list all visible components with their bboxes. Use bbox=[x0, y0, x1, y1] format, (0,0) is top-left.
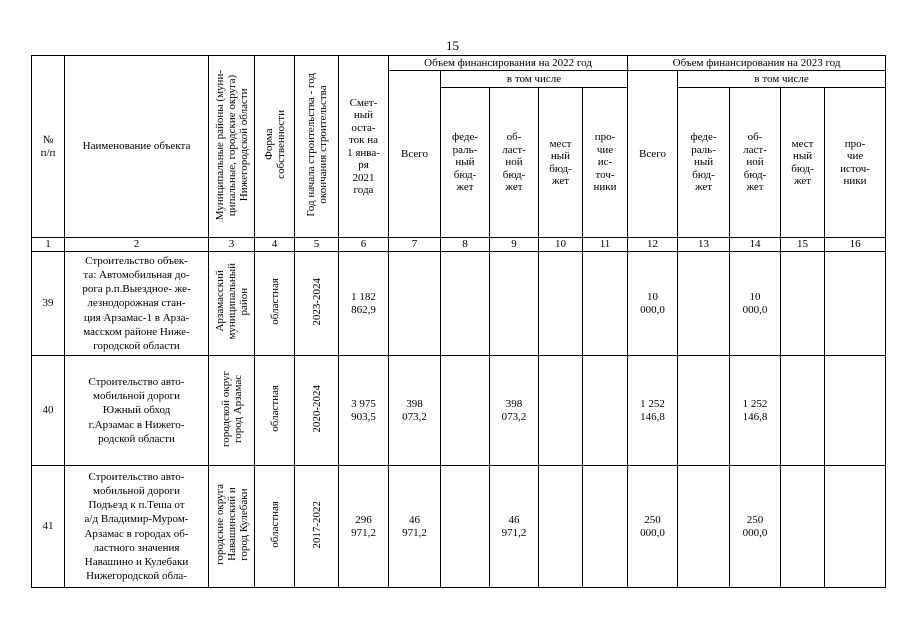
regional-2022-cell: 398 073,2 bbox=[490, 356, 539, 466]
table-row bbox=[32, 356, 886, 466]
header-local-2023: мест ный бюд- жет bbox=[781, 88, 825, 238]
col-number: 16 bbox=[825, 238, 886, 252]
header-federal-2022: феде- раль- ный бюд- жет bbox=[441, 88, 490, 238]
header-regional-2022: об- ласт- ной бюд- жет bbox=[490, 88, 539, 238]
remaining-cell: 296 971,2 bbox=[339, 466, 389, 588]
regional-2023-cell: 250 000,0 bbox=[730, 466, 781, 588]
regional-2022-cell bbox=[490, 252, 539, 356]
regional-2023-cell: 10 000,0 bbox=[730, 252, 781, 356]
ownership-cell: областная bbox=[255, 252, 295, 356]
col-number: 3 bbox=[209, 238, 255, 252]
local-2023-cell bbox=[781, 356, 825, 466]
col-number: 9 bbox=[490, 238, 539, 252]
ownership-cell: областная bbox=[255, 466, 295, 588]
regional-2022-cell: 46 971,2 bbox=[490, 466, 539, 588]
total-2022-cell: 398 073,2 bbox=[389, 356, 441, 466]
object-name: Строительство объек- та: Автомобильная до- рога р.п.Выездное- же- лезнодорожная стан- ция Арзамас-1 в Арза- масском районе Ниже- городской области bbox=[65, 252, 209, 356]
col-number: 6 bbox=[339, 238, 389, 252]
row-num: 41 bbox=[32, 466, 65, 588]
col-number: 4 bbox=[255, 238, 295, 252]
years-cell: 2023-2024 bbox=[295, 252, 339, 356]
header-other-2022: про- чие ис- точ- ники bbox=[583, 88, 628, 238]
header-local-2022: мест ный бюд- жет bbox=[539, 88, 583, 238]
column-number-row bbox=[32, 238, 886, 252]
header-including-2022: в том числе bbox=[441, 71, 628, 88]
federal-2022-cell bbox=[441, 466, 490, 588]
header-num: № п/п bbox=[32, 56, 65, 238]
local-2022-cell bbox=[539, 252, 583, 356]
row-num: 39 bbox=[32, 252, 65, 356]
total-2023-cell: 1 252 146,8 bbox=[628, 356, 678, 466]
col-number: 14 bbox=[730, 238, 781, 252]
remaining-cell: 1 182 862,9 bbox=[339, 252, 389, 356]
header-total-2023: Всего bbox=[628, 71, 678, 238]
header-remaining: Смет- ный оста- ток на 1 янва- ря 2021 года bbox=[339, 56, 389, 238]
other-2022-cell bbox=[583, 252, 628, 356]
total-2023-cell: 10 000,0 bbox=[628, 252, 678, 356]
local-2023-cell bbox=[781, 252, 825, 356]
header-other-2023: про- чие источ- ники bbox=[825, 88, 886, 238]
col-number: 1 bbox=[32, 238, 65, 252]
federal-2023-cell bbox=[678, 466, 730, 588]
object-name: Строительство авто- мобильной дороги Подъезд к п.Теша от а/д Владимир-Муром- Арзамас в городах об- ластного значения Навашино и Кулебаки Нижегородской обла- bbox=[65, 466, 209, 588]
table-row bbox=[32, 252, 886, 356]
municipal-cell: городской округ город Арзамас bbox=[209, 356, 255, 466]
col-number: 5 bbox=[295, 238, 339, 252]
col-number: 8 bbox=[441, 238, 490, 252]
local-2023-cell bbox=[781, 466, 825, 588]
header-regional-2023: об- ласт- ной бюд- жет bbox=[730, 88, 781, 238]
col-number: 13 bbox=[678, 238, 730, 252]
col-number: 7 bbox=[389, 238, 441, 252]
other-2023-cell bbox=[825, 466, 886, 588]
total-2022-cell: 46 971,2 bbox=[389, 466, 441, 588]
other-2022-cell bbox=[583, 466, 628, 588]
col-number: 15 bbox=[781, 238, 825, 252]
header-years: Год начала строительства - год окончания строительства bbox=[295, 56, 339, 238]
header-fin-2022: Объем финансирования на 2022 год bbox=[389, 56, 628, 71]
local-2022-cell bbox=[539, 466, 583, 588]
col-number: 2 bbox=[65, 238, 209, 252]
header-total-2022: Всего bbox=[389, 71, 441, 238]
header-federal-2023: феде- раль- ный бюд- жет bbox=[678, 88, 730, 238]
regional-2023-cell: 1 252 146,8 bbox=[730, 356, 781, 466]
remaining-cell: 3 975 903,5 bbox=[339, 356, 389, 466]
col-number: 11 bbox=[583, 238, 628, 252]
municipal-cell: Арзамасский муниципальный район bbox=[209, 252, 255, 356]
local-2022-cell bbox=[539, 356, 583, 466]
total-2022-cell bbox=[389, 252, 441, 356]
header-fin-2023: Объем финансирования на 2023 год bbox=[628, 56, 886, 71]
years-cell: 2017-2022 bbox=[295, 466, 339, 588]
financing-table bbox=[31, 55, 886, 588]
header-ownership: Форма собственности bbox=[255, 56, 295, 238]
header-municipal: Муниципальные районы (муни- ципальные, городские округа) Нижегородской области bbox=[209, 56, 255, 238]
row-num: 40 bbox=[32, 356, 65, 466]
col-number: 12 bbox=[628, 238, 678, 252]
federal-2022-cell bbox=[441, 252, 490, 356]
years-cell: 2020-2024 bbox=[295, 356, 339, 466]
federal-2023-cell bbox=[678, 252, 730, 356]
header-name: Наименование объекта bbox=[65, 56, 209, 238]
header-including-2023: в том числе bbox=[678, 71, 886, 88]
federal-2022-cell bbox=[441, 356, 490, 466]
object-name: Строительство авто- мобильной дороги Южный обход г.Арзамас в Нижего- родской области bbox=[65, 356, 209, 466]
page-number: 15 bbox=[446, 38, 459, 53]
table-row bbox=[32, 466, 886, 588]
ownership-cell: областная bbox=[255, 356, 295, 466]
municipal-cell: городские округа Навашинский и город Кулебаки bbox=[209, 466, 255, 588]
other-2022-cell bbox=[583, 356, 628, 466]
col-number: 10 bbox=[539, 238, 583, 252]
other-2023-cell bbox=[825, 356, 886, 466]
other-2023-cell bbox=[825, 252, 886, 356]
total-2023-cell: 250 000,0 bbox=[628, 466, 678, 588]
federal-2023-cell bbox=[678, 356, 730, 466]
